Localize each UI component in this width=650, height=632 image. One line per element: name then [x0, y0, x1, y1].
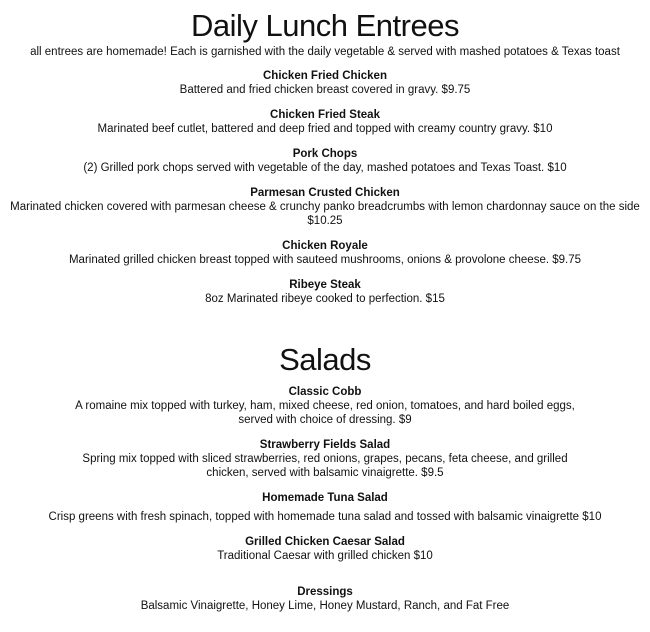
menu-item	[0, 491, 650, 524]
salads-title: Salads	[279, 342, 371, 377]
menu-item-name: Grilled Chicken Caesar Salad	[245, 536, 405, 548]
entrees-section	[0, 0, 650, 306]
menu-item	[0, 438, 650, 480]
menu-item-description: (2) Grilled pork chops served with vegetable of the day, mashed potatoes and Texas Toast. $10	[83, 162, 567, 174]
menu-item-description: Crisp greens with fresh spinach, topped with homemade tuna salad and tossed with balsamic vinaigrette $10	[48, 511, 602, 523]
menu-item	[0, 69, 650, 97]
menu-item	[0, 239, 650, 267]
menu-item-name: Pork Chops	[292, 148, 358, 160]
menu-item	[0, 385, 650, 427]
menu-item	[0, 108, 650, 136]
menu-item-description: Marinated chicken covered with parmesan cheese & crunchy panko breadcrumbs with lemon chardonnay sauce on the side $10.25	[10, 201, 640, 227]
menu-item-name: Chicken Royale	[282, 240, 368, 252]
menu-item	[0, 278, 650, 306]
menu-item	[0, 535, 650, 563]
menu-item-description: 8oz Marinated ribeye cooked to perfection. $15	[205, 293, 445, 305]
salads-section	[0, 343, 650, 613]
dressings-list: Balsamic Vinaigrette, Honey Lime, Honey Mustard, Ranch, and Fat Free	[140, 600, 510, 612]
menu-item-description: Spring mix topped with sliced strawberries, red onions, grapes, pecans, feta cheese, and grilled chicken, served with balsamic vinaigrette. $9.5	[82, 453, 568, 479]
menu-item-name: Ribeye Steak	[289, 279, 361, 291]
menu-item-description: A romaine mix topped with turkey, ham, mixed cheese, red onion, tomatoes, and hard boiled eggs, served with choice of dressing. $9	[75, 400, 575, 426]
menu-item-name: Strawberry Fields Salad	[259, 439, 391, 451]
dressings-heading: Dressings	[297, 586, 353, 598]
menu-item	[0, 147, 650, 175]
menu-item-description: Battered and fried chicken breast covered in gravy. $9.75	[179, 84, 471, 96]
entrees-title: Daily Lunch Entrees	[191, 8, 459, 43]
menu-item-name: Homemade Tuna Salad	[262, 492, 388, 504]
dressings-item	[0, 585, 650, 613]
menu-item-description: Marinated grilled chicken breast topped with sauteed mushrooms, onions & provolone cheese. $9.75	[68, 254, 582, 266]
entrees-intro: all entrees are homemade! Each is garnished with the daily vegetable & served with mashed potatoes & Texas toast	[30, 46, 620, 58]
menu-item-description: Marinated beef cutlet, battered and deep fried and topped with creamy country gravy. $10	[97, 123, 553, 135]
menu-item-name: Parmesan Crusted Chicken	[250, 187, 400, 199]
menu-item-name: Classic Cobb	[288, 386, 362, 398]
menu-item-name: Chicken Fried Chicken	[263, 70, 387, 82]
menu-item	[0, 186, 650, 228]
menu-item-description: Traditional Caesar with grilled chicken $10	[217, 550, 433, 562]
menu-item-name: Chicken Fried Steak	[270, 109, 380, 121]
